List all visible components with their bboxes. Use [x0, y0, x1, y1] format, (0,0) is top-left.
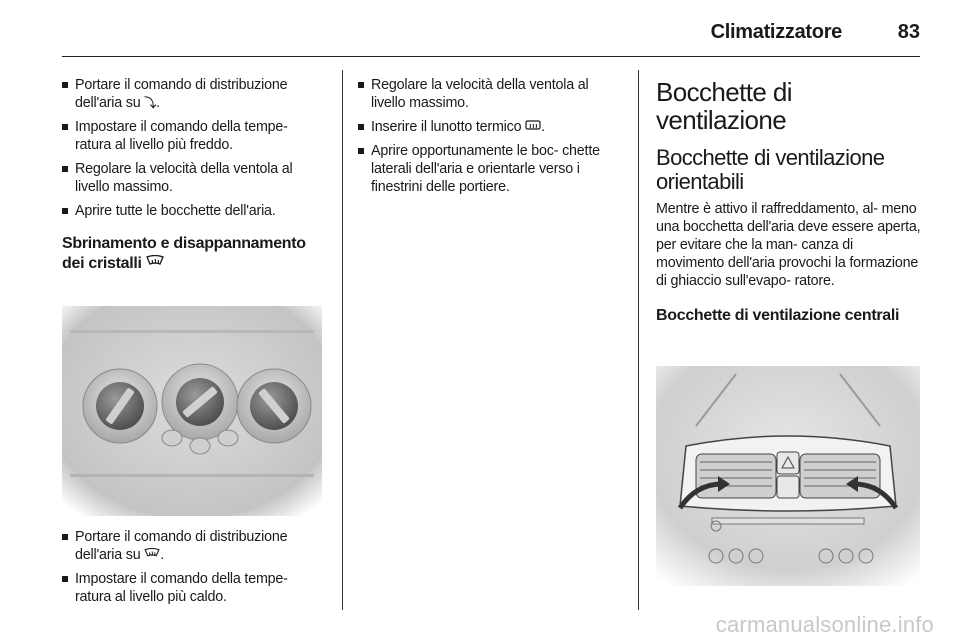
- column-divider: [342, 70, 343, 610]
- bullet-icon: [358, 124, 364, 130]
- column-3: [656, 78, 922, 336]
- column-1-lower: [62, 528, 326, 612]
- section-heading: Sbrinamento e disappannamento dei cristalli: [62, 235, 306, 272]
- bullet-list: [62, 528, 326, 606]
- list-item: Impostare il comando della tempe- ratura al livello più caldo.: [62, 570, 326, 606]
- bullet-list: [62, 76, 326, 220]
- bullet-icon: [358, 148, 364, 154]
- list-item: Regolare la velocità della ventola al livello massimo.: [62, 160, 326, 196]
- subsection-title: Bocchette di ventilazione orientabili: [656, 145, 885, 194]
- rear-window-heat-icon: [525, 120, 541, 132]
- list-item: Aprire tutte le bocchette dell'aria.: [62, 202, 326, 220]
- list-item: Inserire il lunotto termico .: [358, 118, 624, 136]
- column-2: [358, 76, 624, 202]
- section-title: Bocchette di ventilazione: [656, 77, 792, 135]
- windscreen-defrost-icon: [144, 548, 160, 560]
- bullet-icon: [62, 82, 68, 88]
- bullet-list: [358, 76, 624, 196]
- bullet-icon: [62, 534, 68, 540]
- section-heading: Bocchette di ventilazione centrali: [656, 307, 900, 324]
- list-item: Portare il comando di distribuzione dell'aria su ⤵.: [62, 76, 326, 112]
- bullet-icon: [62, 124, 68, 130]
- page-title: Climatizzatore: [710, 21, 842, 43]
- watermark: carmanualsonline.info: [715, 612, 934, 637]
- bullet-icon: [358, 82, 364, 88]
- page-number: 83: [897, 21, 920, 43]
- column-1: [62, 76, 326, 284]
- arrow-floor-icon: ⤵: [144, 96, 157, 110]
- column-divider: [638, 70, 639, 610]
- windscreen-defrost-icon: [146, 255, 164, 269]
- bullet-icon: [62, 166, 68, 172]
- list-item: Portare il comando di distribuzione dell'aria su .: [62, 528, 326, 564]
- list-item: Regolare la velocità della ventola al livello massimo.: [358, 76, 624, 112]
- body-paragraph: Mentre è attivo il raffreddamento, al- meno una bocchetta dell'aria deve essere aperta, per evitare che la man- canza di movimento dell'aria provochi la formazione di ghiaccio sull'evapo- ratore.: [656, 201, 921, 289]
- list-item: Impostare il comando della tempe- ratura al livello più freddo.: [62, 118, 326, 154]
- list-item: Aprire opportunamente le boc- chette laterali dell'aria e orientarle verso i finestrini delle portiere.: [358, 142, 624, 196]
- bullet-icon: [62, 576, 68, 582]
- page-header: [62, 18, 920, 57]
- climate-control-illustration: [62, 306, 322, 516]
- bullet-icon: [62, 208, 68, 214]
- central-vents-illustration: [656, 366, 920, 586]
